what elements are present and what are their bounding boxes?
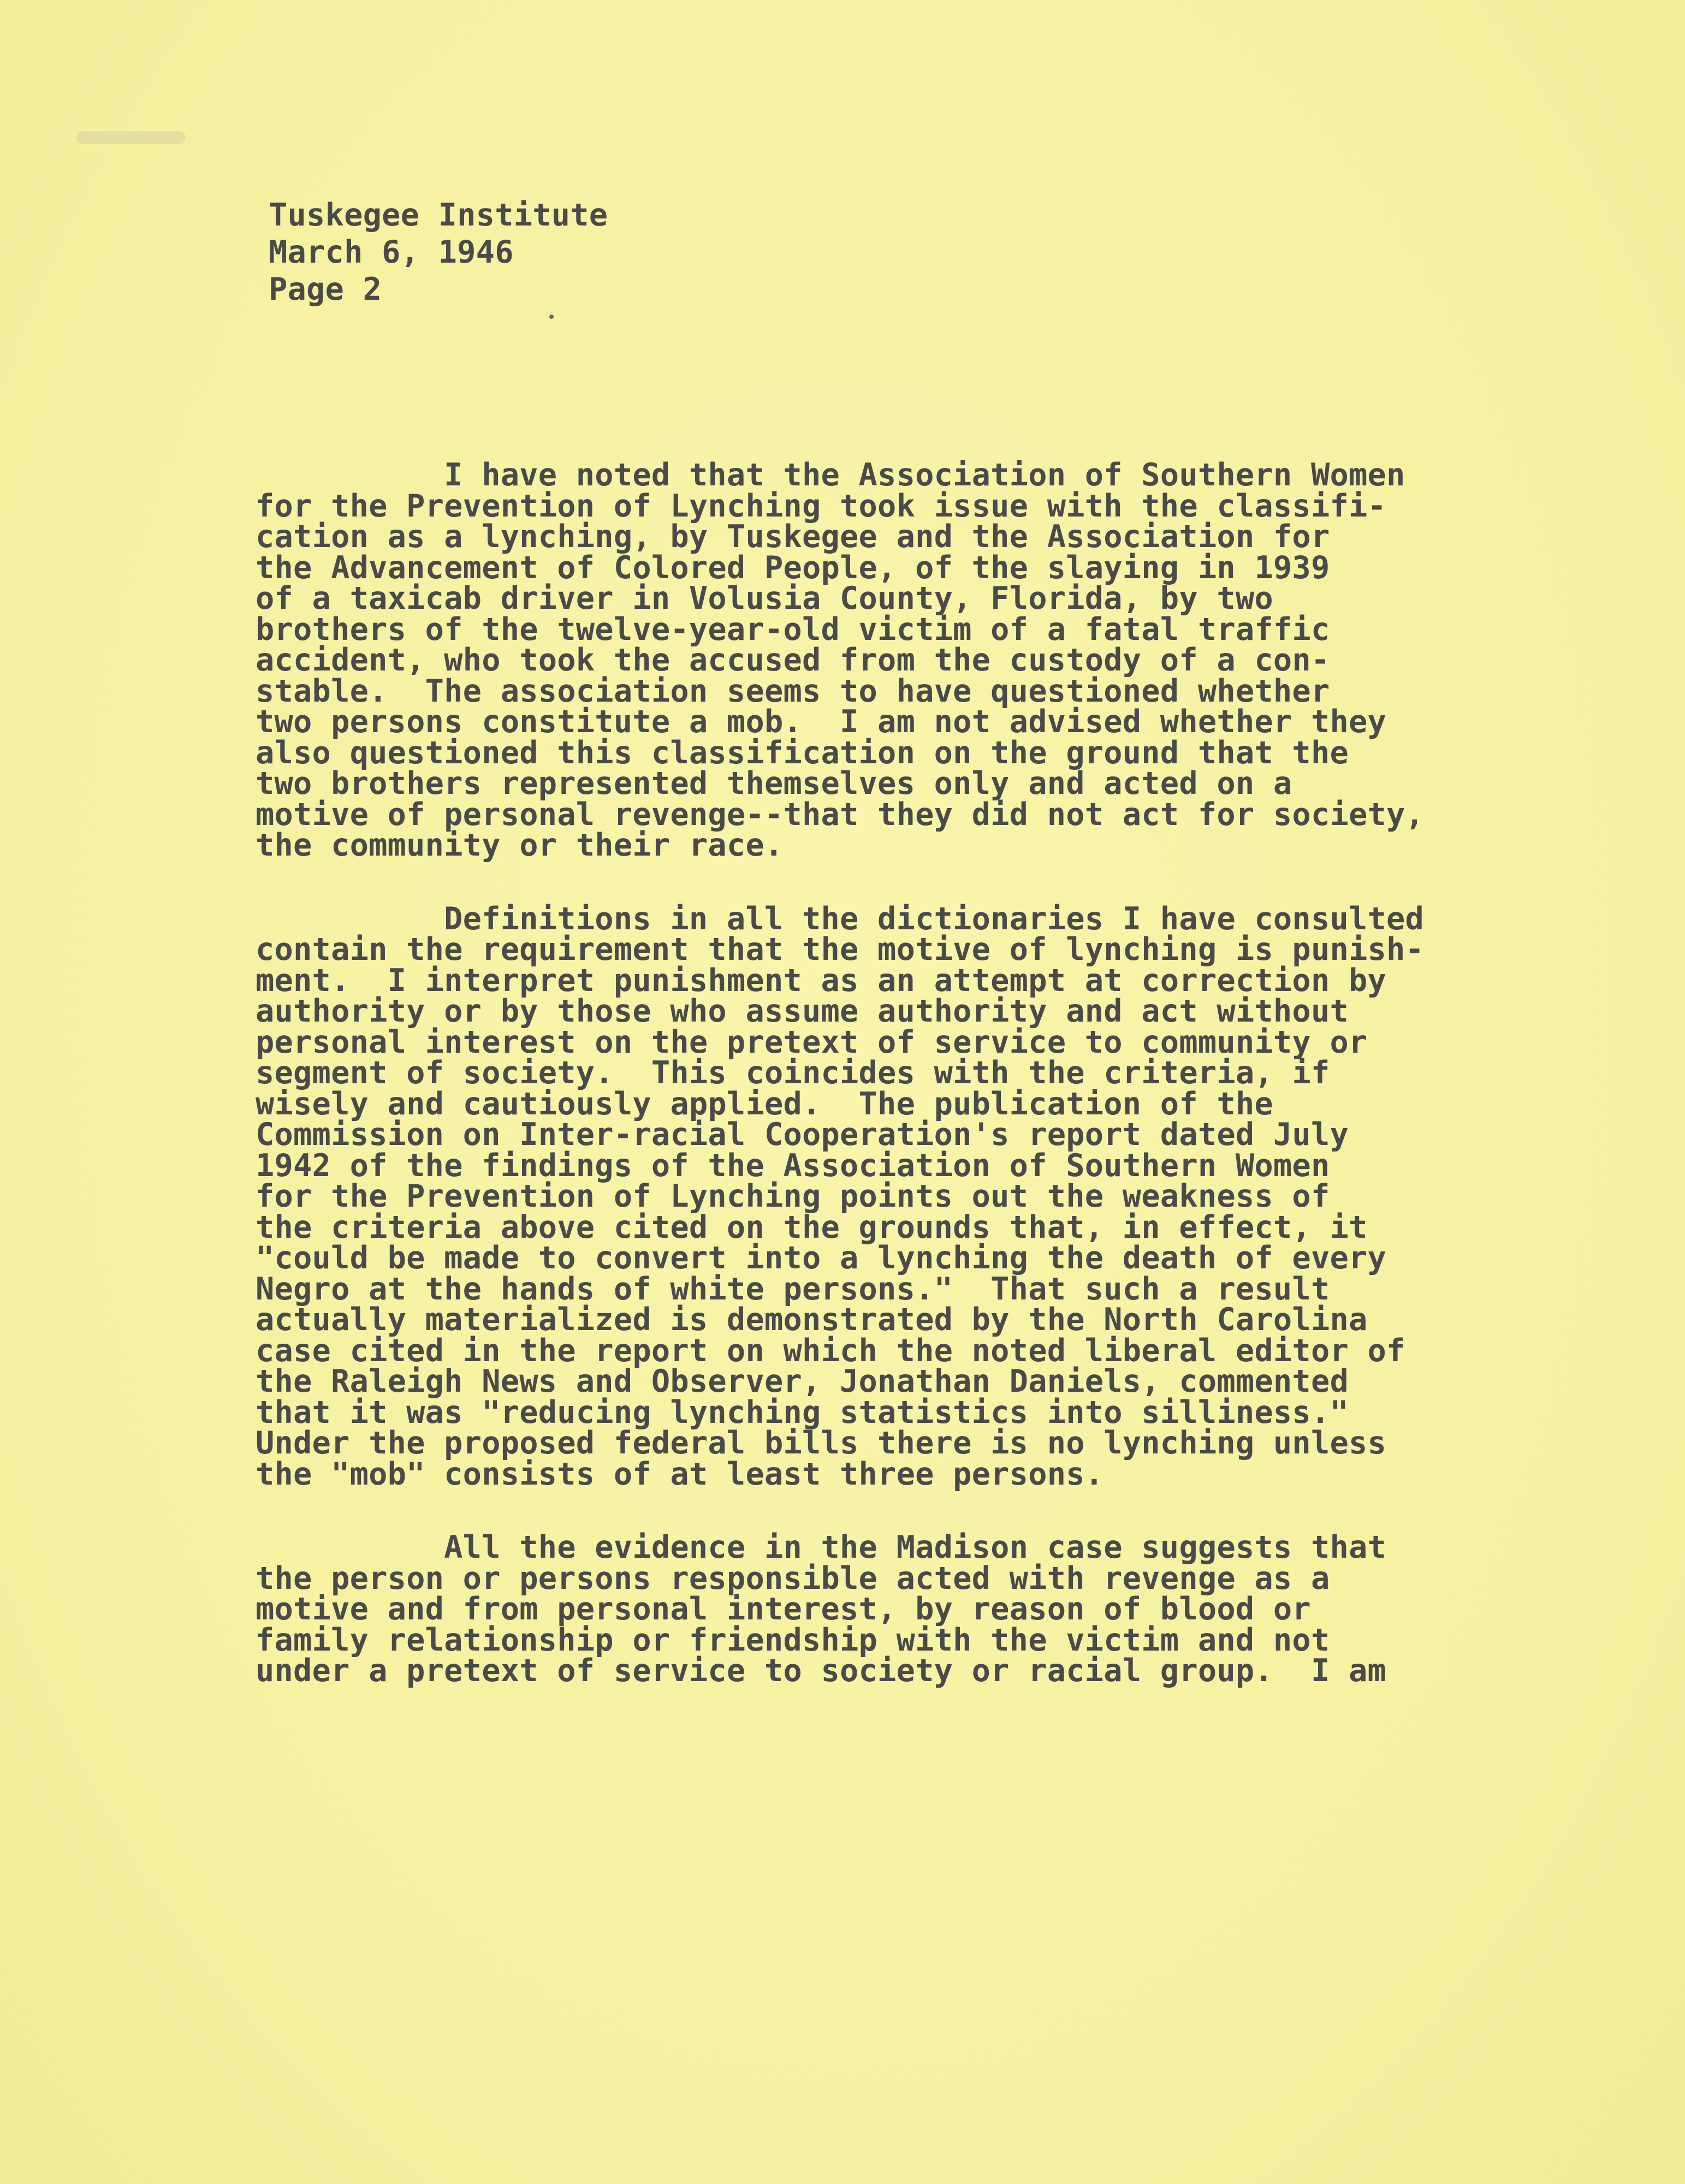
text-line: the "mob" consists of at least three persons. <box>256 1456 1104 1492</box>
text-line: accident, who took the accused from the custody of a con- <box>256 642 1330 678</box>
text-line: two persons constitute a mob. I am not advised whether they <box>256 704 1387 740</box>
text-line: two brothers represented themselves only and acted on a <box>256 765 1292 802</box>
paragraph <box>256 457 1506 863</box>
text-line: segment of society. This coincides with the criteria, if <box>256 1055 1330 1091</box>
text-line: the person or persons responsible acted with revenge as a <box>256 1560 1330 1597</box>
text-line: family relationship or friendship with the victim and not <box>256 1622 1330 1658</box>
text-line: Definitions in all the dictionaries I have consulted <box>256 900 1425 937</box>
text-line: that it was "reducing lynching statistics into silliness." <box>256 1394 1349 1431</box>
text-line: for the Prevention of Lynching took issue with the classifi- <box>256 488 1387 524</box>
text-line: the community or their race. <box>256 827 784 863</box>
header-date: March 6, 1946 <box>269 234 514 270</box>
text-line: wisely and cautiously applied. The publication of the <box>256 1085 1273 1122</box>
text-line: case cited in the report on which the noted liberal editor of <box>256 1332 1405 1369</box>
header-institution: Tuskegee Institute <box>269 197 608 233</box>
text-line: All the evidence in the Madison case suggests that <box>256 1529 1387 1565</box>
paragraph <box>256 900 1506 1492</box>
text-line: Under the proposed federal bills there is no lynching unless <box>256 1425 1387 1461</box>
text-line: "could be made to convert into a lynching the death of every <box>256 1240 1387 1276</box>
text-line: for the Prevention of Lynching points out the weakness of <box>256 1178 1330 1214</box>
text-line: the Raleigh News and Observer, Jonathan Daniels, commented <box>256 1363 1349 1399</box>
text-line: authority or by those who assume authority and act without <box>256 993 1349 1029</box>
text-line: under a pretext of service to society or racial group. I am <box>256 1653 1387 1689</box>
paper-smudge <box>76 131 186 144</box>
paragraph <box>256 1529 1506 1689</box>
text-line: ment. I interpret punishment as an attempt at correction by <box>256 962 1387 999</box>
text-line: Commission on Inter-racial Cooperation's report dated July <box>256 1117 1349 1153</box>
text-line: Negro at the hands of white persons." That such a result <box>256 1271 1330 1307</box>
text-line: 1942 of the findings of the Association of Southern Women <box>256 1147 1330 1184</box>
text-line: personal interest on the pretext of service to community or <box>256 1024 1368 1060</box>
text-line: motive and from personal interest, by reason of blood or <box>256 1591 1311 1627</box>
text-line: stable. The association seems to have questioned whether <box>256 673 1330 709</box>
text-line: of a taxicab driver in Volusia County, Florida, by two <box>256 580 1273 616</box>
text-line: also questioned this classification on the ground that the <box>256 734 1349 771</box>
letter-body <box>256 457 1506 1729</box>
letter-header <box>269 197 608 308</box>
text-line: actually materialized is demonstrated by the North Carolina <box>256 1302 1368 1338</box>
text-line: cation as a lynching, by Tuskegee and the Association for <box>256 519 1330 555</box>
ink-speck <box>549 314 554 319</box>
text-line: the criteria above cited on the grounds that, in effect, it <box>256 1209 1368 1245</box>
text-line: motive of personal revenge--that they did not act for society, <box>256 796 1425 833</box>
header-page-number: Page 2 <box>269 271 382 307</box>
text-line: the Advancement of Colored People, of the slaying in 1939 <box>256 549 1330 586</box>
text-line: contain the requirement that the motive of lynching is punish- <box>256 931 1425 968</box>
text-line: brothers of the twelve-year-old victim of a fatal traffic <box>256 611 1330 648</box>
text-line: I have noted that the Association of Southern Women <box>256 457 1405 493</box>
